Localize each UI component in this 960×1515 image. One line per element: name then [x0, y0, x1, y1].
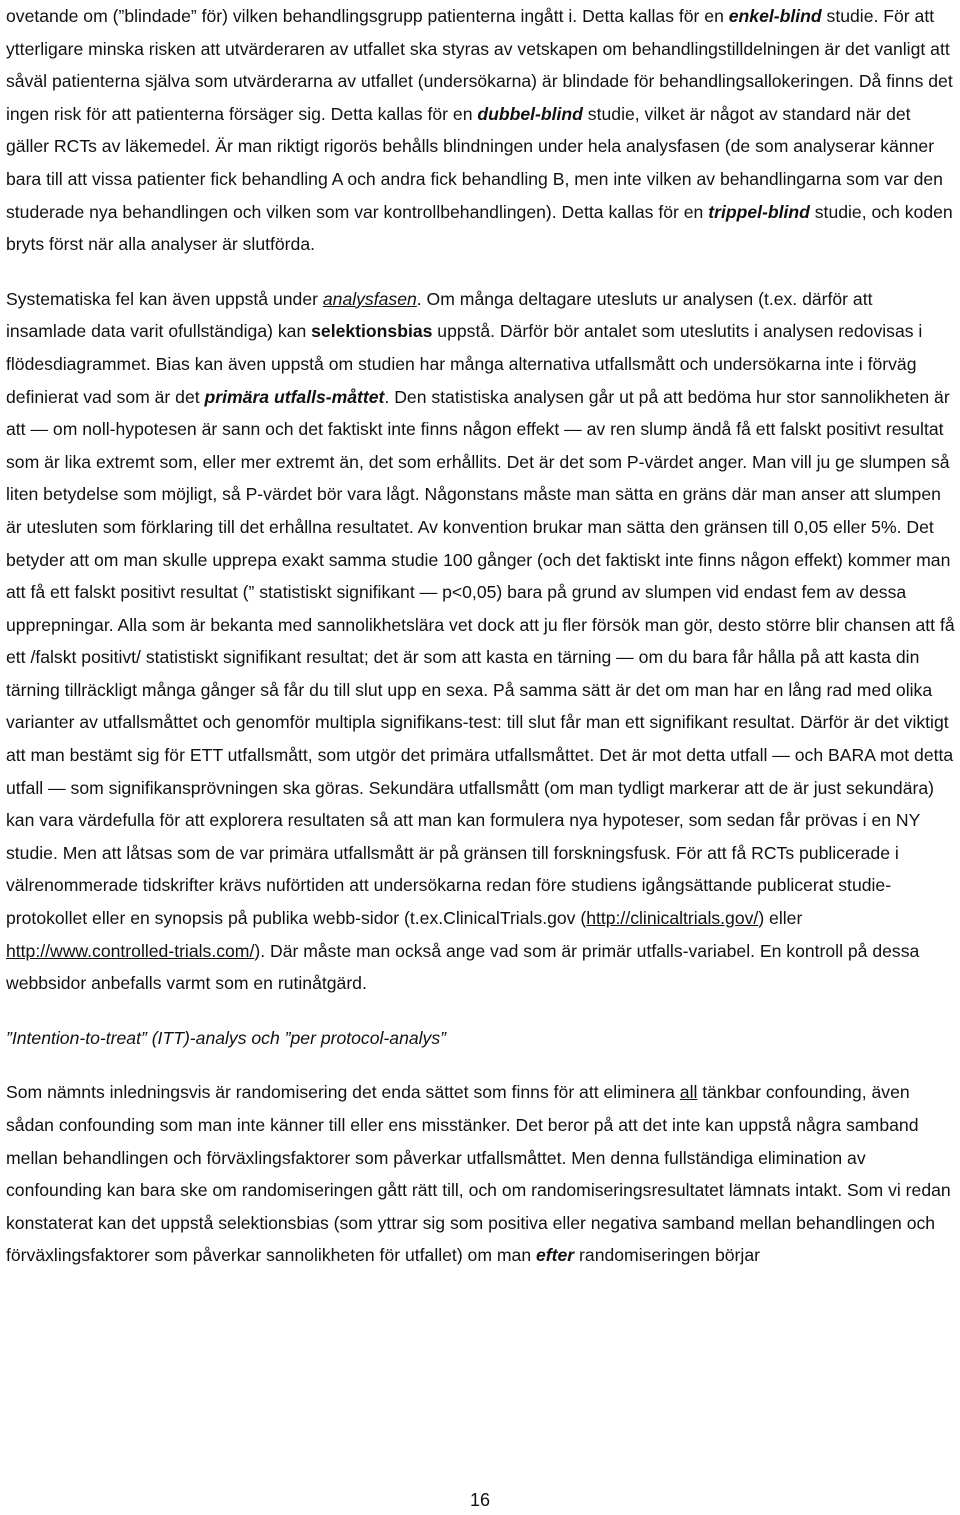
paragraph-analysis-bias: [6, 283, 956, 1000]
term-selektionsbias: selektionsbias: [311, 321, 433, 342]
link-clinicaltrials[interactable]: http://clinicaltrials.gov/: [586, 908, 759, 929]
paragraph-blinding: [6, 0, 956, 261]
term-enkel-blind: enkel-blind: [728, 6, 822, 26]
page-number: 16: [469, 1490, 491, 1510]
paragraph-randomization: [6, 1076, 956, 1272]
link-controlled-trials[interactable]: http://www.controlled-trials.com/: [6, 940, 255, 961]
paragraph-spacer: [6, 1000, 956, 1022]
term-dubbel-blind: dubbel-blind: [477, 103, 583, 124]
text-run: tänkbar confounding, även sådan confounding som man inte känner till eller ens misstänker. Det beror på att det inte kan uppstå några samband mellan behandlingen och förväxlingsfaktorer som påverkar utfallsmåttet. Men denna fullständiga elimination av confounding kan bara ske om randomiseringen gått rätt till, och om randomiseringsresultatet lämnats intakt. Som vi redan konstaterat kan det uppstå selektionsbias (som yttrar sig som positiva eller negativa samband mellan behandlingen och förväxlingsfaktorer som påverkar sannolikheten för utfallet) om man: [6, 1082, 951, 1266]
text-run: Systematiska fel kan även uppstå under: [6, 288, 323, 309]
term-analysfasen: analysfasen: [322, 288, 417, 309]
term-efter: efter: [536, 1245, 575, 1266]
text-run: ). Där måste man också ange vad som är primär utfalls-variabel. En kontroll på dessa webbsidor anbefalls varmt som en rutinåtgärd.: [6, 940, 920, 994]
text-run: ovetande om (”blindade” för) vilken behandlingsgrupp patienterna ingått i. Detta kallas för en: [6, 6, 729, 26]
text-run: ) eller: [758, 908, 803, 929]
term-trippel-blind: trippel-blind: [708, 201, 810, 222]
text-run: . Om många deltagare utesluts ur analysen (t.ex. därför att insamlade data varit ofullständiga) kan: [6, 288, 873, 342]
text-run: studie, vilket är något av standard när det gäller RCTs av läkemedel. Är man riktigt rigorös behålls blindningen under hela analysfasen (de som analyserar känner bara till att vissa patienter fick behandling A och andra fick behandling B, men inte vilken av behandlingarna som var den studerade nya behandlingen och vilken som var kontrollbehandlingen). Detta kallas för en: [6, 103, 943, 222]
text-run: studie, och koden bryts först när alla analyser är slutförda.: [6, 201, 953, 255]
text-run: uppstå. Därför bör antalet som uteslutits i analysen redovisas i flödesdiagrammet. Bias kan även uppstå om studien har många alternativa utfallsmått och undersökarna inte i förväg definierat vad som är det: [6, 321, 923, 407]
document-page: [6, 0, 956, 1272]
text-run: Som nämnts inledningsvis är randomisering det enda sättet som finns för att eliminera: [6, 1082, 680, 1103]
term-all: all: [679, 1082, 698, 1103]
paragraph-spacer: [6, 1054, 956, 1076]
text-run: studie. För att ytterligare minska risken att utvärderaren av utfallet ska styras av vetskapen om behandlingstilldelningen är det vanligt att såväl patienterna själva som utvärderarna av utfallet (undersökarna) är blindade för behandlingsallokeringen. Då finns det ingen risk för att patienterna försäger sig. Detta kallas för en: [6, 6, 953, 124]
text-run: randomiseringen börjar: [574, 1245, 760, 1266]
paragraph-spacer: [6, 261, 956, 283]
section-heading: ”Intention-to-treat” (ITT)-analys och ”per protocol-analys”: [6, 1027, 446, 1048]
text-run: . Den statistiska analysen går ut på att bedöma hur stor sannolikheten är att — om noll-hypotesen är sann och det faktiskt inte finns någon effekt — av ren slump ändå få ett falskt positivt resultat som är lika extremt som, eller mer extremt än, det som erhållits. Det är det som P-värdet anger. Man vill ju ge slumpen så liten betydelse som möjligt, så P-värdet bör vara lågt. Någonstans måste man sätta en gräns där man anser att slumpen är utesluten som förklaring till det erhållna resultatet. Av konvention brukar man sätta den gränsen till 0,05 eller 5%. Det betyder att om man skulle upprepa exakt samma studie 100 gånger (och det faktiskt inte finns någon effekt) kommer man att få ett falskt positivt resultat (” statistiskt signifikant — p<0,05) bara på grund av slumpen vid endast fem av dessa upprepningar. Alla som är bekanta med sannolikhetslära vet dock att ju fler försök man gör, desto större blir chansen att få ett /falskt positivt/ statistiskt signifikant resultat; det är som att kasta en tärning — om du bara får hålla på att kasta din tärning tillräckligt många gånger så får du till slut upp en sexa. På samma sätt är det om man har en lång rad med olika varianter av utfallsmåttet och genomför multipla signifikans-test: till slut får man ett signifikant resultat. Därför är det viktigt att man bestämt sig för ETT utfallsmått, som utgör det primära utfallsmåttet. Det är mot detta utfall — och BARA mot detta utfall — som signifikansprövningen ska göras. Sekundära utfallsmått (om man tydligt markerar att de är just sekundära) kan vara värdefulla för att explorera resultaten så att man kan formulera nya hypoteser, som sedan får prövas i en NY studie. Men att låtsas som de var primära utfallsmått är på gränsen till forskningsfusk. För att få RCTs publicerade i välrenommerade tidskrifter krävs nuförtiden att undersökarna redan före studiens igångsättande publicerat studie-protokollet eller en synopsis på publika webb-sidor (t.ex.ClinicalTrials.gov (: [6, 386, 955, 929]
term-primara-utfallsmattet: primära utfalls-måttet: [204, 386, 385, 407]
